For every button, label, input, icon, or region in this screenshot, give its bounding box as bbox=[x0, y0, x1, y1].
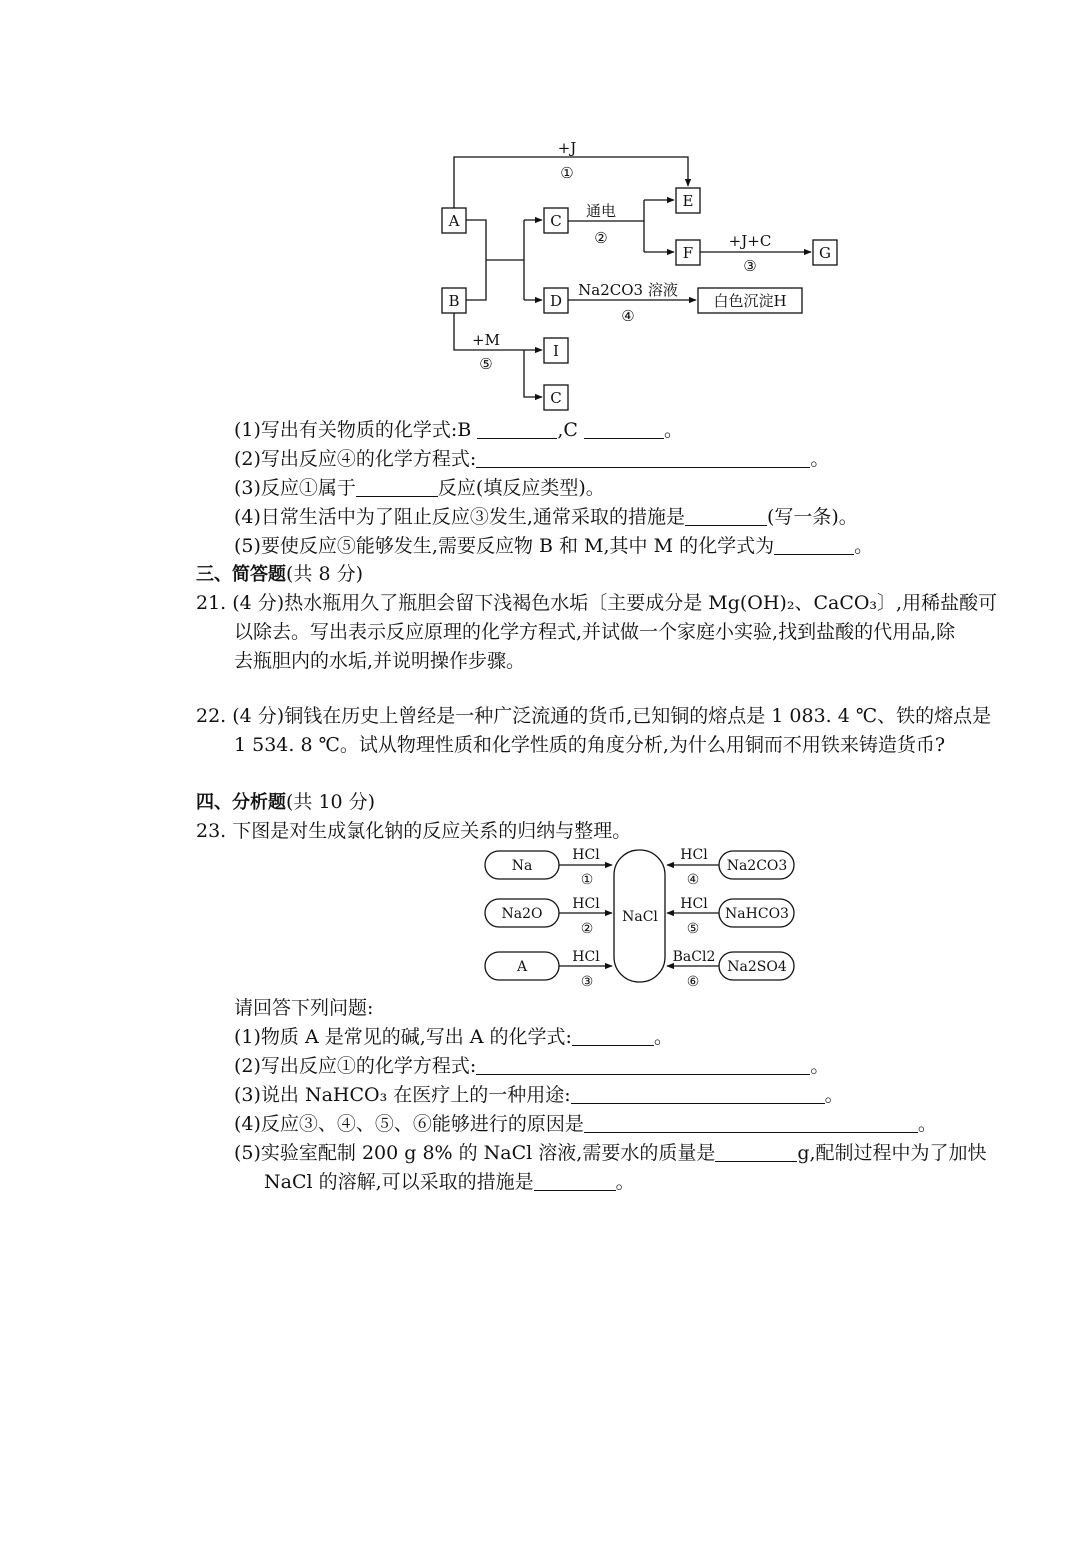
nacl-center-label: NaCl bbox=[622, 909, 658, 925]
q22-line-1: 22. (4 分)铜钱在历史上曾经是一种广泛流通的货币,已知铜的熔点是 1 083. 4 ℃、铁的熔点是 bbox=[196, 705, 992, 727]
q23-part-2: (2)写出反应①的化学方程式: 。 bbox=[234, 1055, 830, 1077]
q23-prompt: 请回答下列问题: bbox=[234, 997, 374, 1019]
q23-part-5-cont: NaCl 的溶解,可以采取的措施是 。 bbox=[264, 1171, 635, 1193]
q20-part-5: (5)要使反应⑤能够发生,需要反应物 B 和 M,其中 M 的化学式为 。 bbox=[234, 535, 874, 557]
q21-line-1: 21. (4 分)热水瓶用久了瓶胆会留下浅褐色水垢〔主要成分是 Mg(OH)₂、CaCO₃〕,用稀盐酸可 bbox=[196, 592, 998, 614]
q23-part-1: (1)物质 A 是常见的碱,写出 A 的化学式: 。 bbox=[234, 1026, 673, 1048]
node-h-label: 白色沉淀H bbox=[713, 292, 787, 310]
node-b-label: B bbox=[448, 292, 460, 310]
right-box-3-label: Na2SO4 bbox=[727, 959, 787, 975]
left-number-1: ① bbox=[580, 872, 594, 888]
left-reagent-1: HCl bbox=[572, 847, 600, 863]
reaction-flow-diagram bbox=[0, 0, 1065, 420]
right-reagent-3: BaCl2 bbox=[672, 949, 716, 965]
q23-part-5: (5)实验室配制 200 g 8% 的 NaCl 溶液,需要水的质量是 g,配制过程中为了加快 bbox=[234, 1142, 987, 1164]
left-box-1-label: Na bbox=[511, 858, 533, 874]
left-box-3-label: A bbox=[516, 959, 528, 975]
section-4-heading: 四、分析题(共 10 分) bbox=[196, 791, 376, 813]
right-box-1-label: Na2CO3 bbox=[726, 858, 788, 874]
node-d-label: D bbox=[549, 292, 563, 310]
q20-part-3: (3)反应①属于 反应(填反应类型)。 bbox=[234, 477, 605, 499]
r4-number: ④ bbox=[621, 307, 635, 325]
answer-blank-medical-use[interactable] bbox=[571, 1085, 825, 1104]
answer-blank-c[interactable] bbox=[584, 420, 664, 439]
r1-reagent: +J bbox=[557, 139, 577, 157]
right-number-1: ④ bbox=[686, 872, 700, 888]
answer-blank-m-formula[interactable] bbox=[774, 536, 854, 555]
node-g-label: G bbox=[819, 244, 831, 262]
right-number-3: ⑥ bbox=[686, 974, 700, 990]
answer-blank-measure[interactable] bbox=[685, 507, 767, 526]
q23-part-4: (4)反应③、④、⑤、⑥能够进行的原因是 。 bbox=[234, 1113, 937, 1135]
node-c-top-label: C bbox=[550, 212, 562, 230]
q21-line-2: 以除去。写出表示反应原理的化学方程式,并试做一个家庭小实验,找到盐酸的代用品,除 bbox=[234, 621, 956, 643]
answer-blank-equation-1[interactable] bbox=[476, 1056, 810, 1075]
answer-blank-a-formula[interactable] bbox=[572, 1027, 654, 1046]
node-e-label: E bbox=[682, 192, 694, 210]
left-box-2-label: Na2O bbox=[501, 906, 543, 922]
q20-part-1: (1)写出有关物质的化学式:B ,C 。 bbox=[234, 419, 683, 441]
q20-part-4: (4)日常生活中为了阻止反应③发生,通常采取的措施是 (写一条)。 bbox=[234, 506, 858, 528]
answer-blank-b[interactable] bbox=[477, 420, 557, 439]
q23-part-3: (3)说出 NaHCO₃ 在医疗上的一种用途: 。 bbox=[234, 1084, 844, 1106]
r2-condition: 通电 bbox=[585, 202, 617, 220]
left-reagent-3: HCl bbox=[572, 949, 600, 965]
q22-line-2: 1 534. 8 ℃。试从物理性质和化学性质的角度分析,为什么用铜而不用铁来铸造货币? bbox=[234, 734, 946, 756]
r1-number: ① bbox=[560, 164, 574, 182]
right-box-2-label: NaHCO3 bbox=[725, 906, 789, 922]
r5-number: ⑤ bbox=[479, 355, 493, 373]
nacl-reaction-diagram bbox=[0, 840, 1065, 1000]
r3-reagent: +J+C bbox=[728, 232, 772, 250]
q23-intro: 23. 下图是对生成氯化钠的反应关系的归纳与整理。 bbox=[196, 820, 632, 842]
answer-blank-reaction-type[interactable] bbox=[356, 478, 438, 497]
node-f-label: F bbox=[682, 244, 694, 262]
r3-number: ③ bbox=[743, 257, 757, 275]
node-i-label: I bbox=[553, 342, 559, 360]
q21-line-3: 去瓶胆内的水垢,并说明操作步骤。 bbox=[234, 650, 526, 672]
r2-number: ② bbox=[594, 229, 608, 247]
r5-reagent: +M bbox=[472, 331, 500, 349]
node-c-bottom-label: C bbox=[550, 389, 562, 407]
r4-reagent: Na2CO3 溶液 bbox=[578, 281, 678, 299]
right-number-2: ⑤ bbox=[686, 921, 700, 937]
left-number-2: ② bbox=[580, 921, 594, 937]
right-reagent-1: HCl bbox=[680, 847, 708, 863]
answer-blank-dissolve-measure[interactable] bbox=[534, 1172, 616, 1191]
right-reagent-2: HCl bbox=[680, 896, 708, 912]
left-reagent-2: HCl bbox=[572, 896, 600, 912]
answer-blank-water-mass[interactable] bbox=[715, 1143, 797, 1162]
answer-blank-equation-4[interactable] bbox=[476, 449, 810, 468]
node-a-label: A bbox=[448, 212, 460, 230]
section-3-heading: 三、简答题(共 8 分) bbox=[196, 563, 363, 585]
left-number-3: ③ bbox=[580, 974, 594, 990]
answer-blank-reason[interactable] bbox=[584, 1114, 918, 1133]
q20-part-2: (2)写出反应④的化学方程式: 。 bbox=[234, 448, 830, 470]
